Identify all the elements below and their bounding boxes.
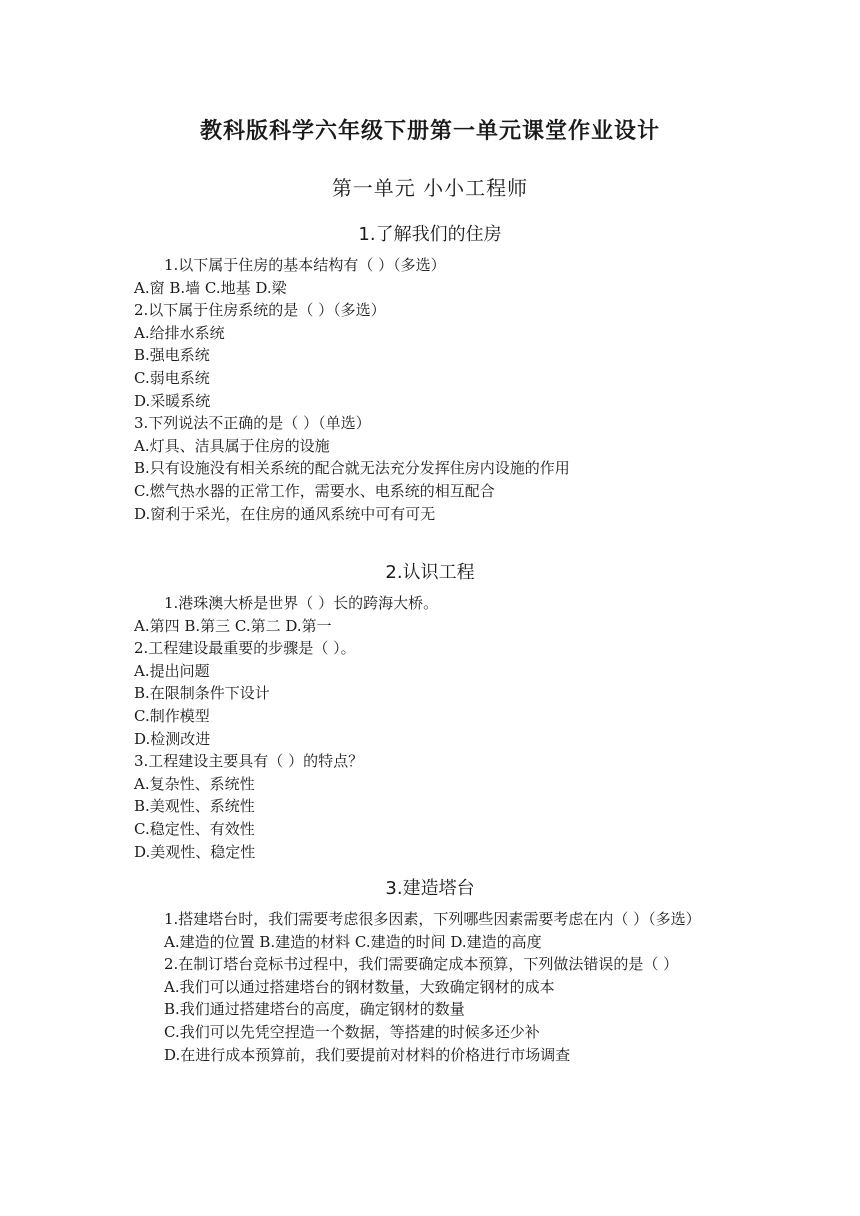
question-line: 3.下列说法不正确的是（ ）（单选） [134, 414, 371, 433]
option-line: B.只有设施没有相关系统的配合就无法充分发挥住房内设施的作用 [134, 459, 570, 478]
question-line: 1.搭建塔台时，我们需要考虑很多因素，下列哪些因素需要考虑在内（ ）（多选） [164, 910, 701, 928]
question-line: 2.在制订塔台竞标书过程中，我们需要确定成本预算，下列做法错误的是（ ） [164, 955, 679, 974]
option-line: A.建造的位置 B.建造的材料 C.建造的时间 D.建造的高度 [164, 932, 542, 951]
option-line: B.美观性、系统性 [134, 797, 255, 816]
option-line: A.复杂性、系统性 [134, 774, 255, 793]
option-line: D.检测改进 [134, 729, 211, 748]
option-line: B.强电系统 [134, 346, 210, 365]
document-title: 教科版科学六年级下册第一单元课堂作业设计 [199, 119, 660, 144]
section-1-questions [134, 254, 734, 525]
question-line: 1.港珠澳大桥是世界（ ）长的跨海大桥。 [164, 594, 439, 612]
option-line: D.窗利于采光，在住房的通风系统中可有可无 [134, 504, 436, 523]
section-3-questions [134, 908, 734, 1066]
option-line: D.美观性、稳定性 [134, 842, 256, 861]
option-line: D.采暖系统 [134, 391, 211, 410]
question-line: 3.工程建设主要具有（ ）的特点？ [134, 752, 364, 771]
option-line: A.给排水系统 [134, 323, 225, 342]
option-line: B.在限制条件下设计 [134, 684, 270, 703]
option-line: A.提出问题 [134, 661, 210, 680]
question-line: 2.以下属于住房系统的是（ ）（多选） [134, 301, 386, 320]
option-line: C.燃气热水器的正常工作，需要水、电系统的相互配合 [134, 481, 495, 500]
option-line: A.灯具、洁具属于住房的设施 [134, 436, 330, 455]
option-line: B.我们通过搭建塔台的高度，确定钢材的数量 [164, 1000, 465, 1019]
unit-title: 第一单元 小小工程师 [331, 176, 529, 200]
option-line: A.第四 B.第三 C.第二 D.第一 [134, 616, 332, 635]
section-heading-1: 1.了解我们的住房 [358, 224, 502, 245]
option-line: D.在进行成本预算前，我们要提前对材料的价格进行市场调查 [164, 1045, 571, 1064]
option-line: C.我们可以先凭空捏造一个数据，等搭建的时候多还少补 [164, 1022, 540, 1041]
option-line: A.窗 B.墙 C.地基 D.梁 [134, 278, 287, 297]
section-heading-2: 2.认识工程 [385, 562, 475, 583]
option-line: C.制作模型 [134, 706, 210, 725]
question-line: 1.以下属于住房的基本结构有（ ）（多选） [164, 256, 446, 274]
section-heading-3: 3.建造塔台 [385, 878, 475, 899]
question-line: 2.工程建设最重要的步骤是（ ）。 [134, 639, 356, 658]
option-line: C.弱电系统 [134, 368, 210, 387]
option-line: A.我们可以通过搭建塔台的钢材数量，大致确定钢材的成本 [164, 977, 555, 996]
option-line: C.稳定性、有效性 [134, 819, 255, 838]
section-2-questions [134, 592, 734, 863]
